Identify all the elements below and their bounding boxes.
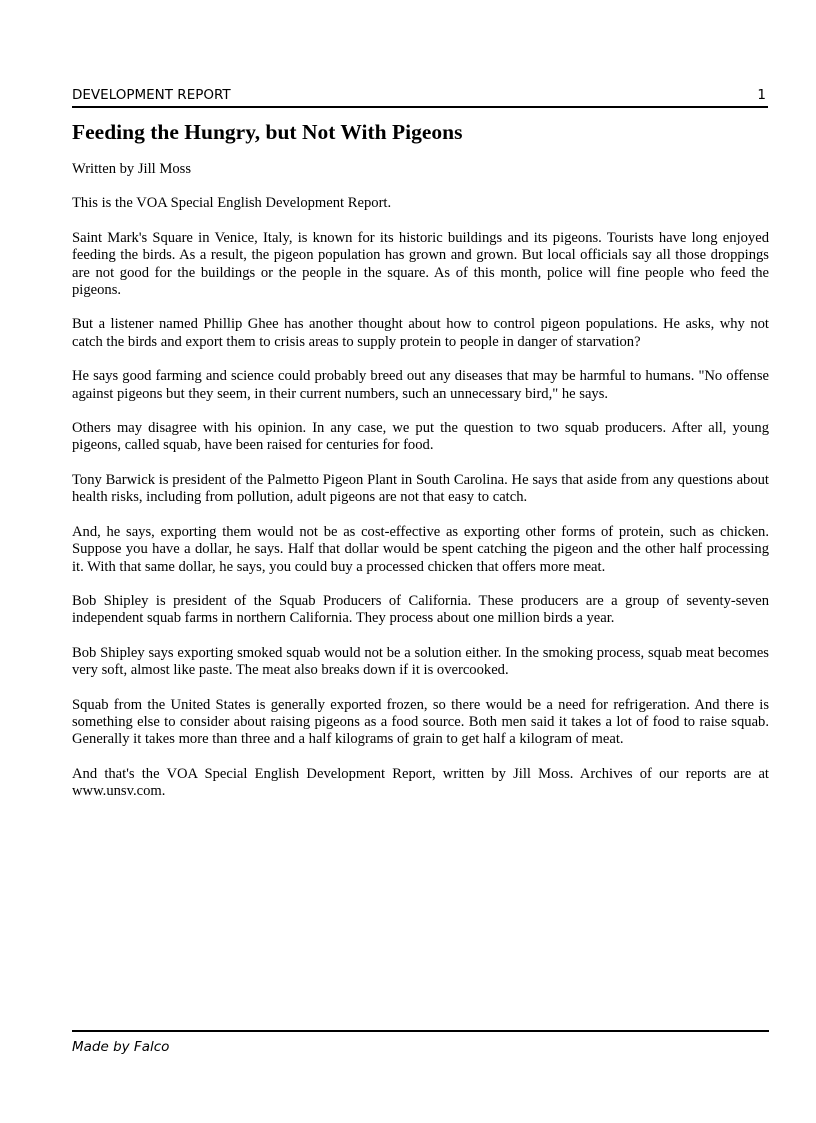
page-header bbox=[72, 86, 768, 108]
article-paragraph: Bob Shipley says exporting smoked squab would not be a solution either. In the smoking process, squab meat becomes very soft, almost like paste. The meat also breaks down if it is overcooked. bbox=[72, 644, 769, 679]
article-byline: Written by Jill Moss bbox=[72, 161, 192, 177]
article-paragraph: Tony Barwick is president of the Palmetto Pigeon Plant in South Carolina. He says that aside from any questions about health risks, including from pollution, adult pigeons are not that easy to catch. bbox=[72, 471, 769, 506]
article-paragraph: And, he says, exporting them would not be as cost-effective as exporting other forms of protein, such as chicken. Suppose you have a dollar, he says. Half that dollar would be spent catching the pigeon and the other half processing it. With that same dollar, he says, you could buy a processed chicken that offers more meat. bbox=[72, 523, 769, 575]
article-paragraph: But a listener named Phillip Ghee has another thought about how to control pigeon populations. He asks, why not catch the birds and export them to crisis areas to supply protein to people in danger of starvation? bbox=[72, 316, 769, 350]
article-paragraph: He says good farming and science could probably breed out any diseases that may be harmful to humans. "No offense against pigeons but they seem, in their current numbers, such an unnecessary bird," he says. bbox=[72, 368, 769, 402]
page-number: 1 bbox=[757, 87, 766, 103]
article-paragraph: Bob Shipley is president of the Squab Producers of California. These producers are a group of seventy-seven independent squab farms in northern California. They process about one million birds a year. bbox=[72, 592, 769, 627]
article-paragraph: And that's the VOA Special English Development Report, written by Jill Moss. Archives of our reports are at www.unsv.com. bbox=[72, 765, 769, 800]
article-paragraph: Saint Mark's Square in Venice, Italy, is known for its historic buildings and its pigeons. Tourists have long enjoyed feeding the birds. As a result, the pigeon population has grown and grown. But local officials say all those droppings are not good for the buildings or the people in the square. As of this month, police will fine people who feed the pigeons. bbox=[72, 229, 769, 299]
article-paragraph: Squab from the United States is generally exported frozen, so there would be a need for refrigeration. And there is something else to consider about raising pigeons as a food source. Both men said it takes a lot of food to raise squab. Generally it takes more than three and a half kilograms of grain to get half a kilogram of meat. bbox=[72, 696, 769, 748]
page-footer bbox=[72, 1030, 769, 1056]
article-body bbox=[72, 118, 769, 818]
footer-credit: Made by Falco bbox=[72, 1039, 170, 1055]
article-title: Feeding the Hungry, but Not With Pigeons bbox=[72, 120, 463, 144]
article-paragraph: Others may disagree with his opinion. In any case, we put the question to two squab producers. After all, young pigeons, called squab, have been raised for centuries for food. bbox=[72, 420, 769, 454]
article-paragraph: This is the VOA Special English Development Report. bbox=[72, 195, 392, 212]
header-section-title: DEVELOPMENT REPORT bbox=[72, 87, 231, 103]
